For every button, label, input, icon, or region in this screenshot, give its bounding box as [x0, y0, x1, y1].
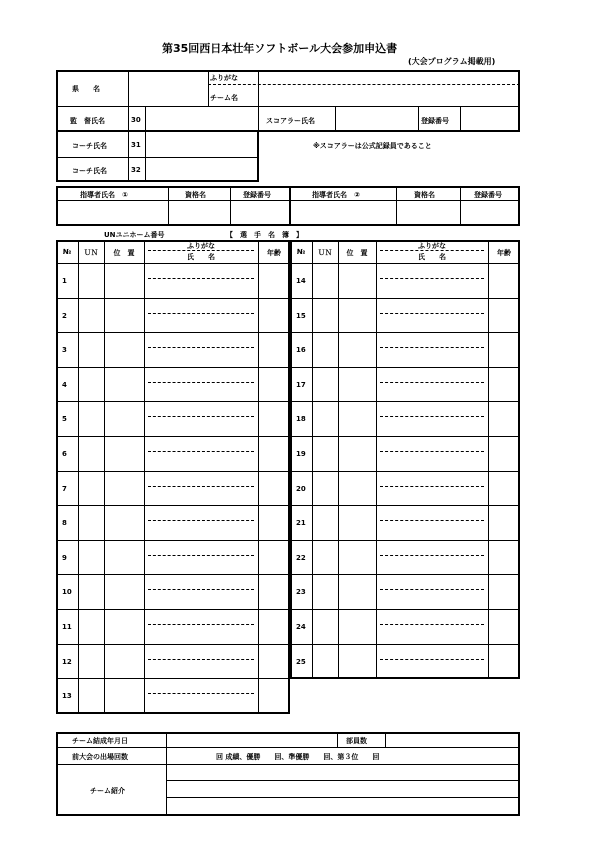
position-field[interactable] — [339, 507, 375, 540]
age-field[interactable] — [489, 507, 519, 540]
player-name-field[interactable] — [377, 557, 487, 574]
position-field[interactable] — [105, 265, 143, 298]
right-row-number: 21 — [296, 519, 306, 528]
player-name-field[interactable] — [145, 661, 257, 678]
leader1-label: 指導者氏名 ① — [80, 191, 128, 199]
age-field[interactable] — [259, 680, 289, 713]
right-row-number: 18 — [296, 415, 306, 424]
age-field[interactable] — [489, 265, 519, 298]
furigana-field[interactable] — [377, 611, 487, 623]
left-row-number: 12 — [62, 657, 72, 666]
furigana-field[interactable] — [145, 369, 257, 381]
furigana-field[interactable] — [145, 680, 257, 692]
prefecture-field[interactable] — [130, 72, 206, 104]
player-name-field[interactable] — [377, 384, 487, 401]
position-field[interactable] — [339, 646, 375, 679]
age-field[interactable] — [259, 403, 289, 436]
player-name-field[interactable] — [145, 557, 257, 574]
position-field[interactable] — [105, 646, 143, 679]
player-name-field[interactable] — [145, 315, 257, 332]
position-field[interactable] — [339, 334, 375, 367]
age-field[interactable] — [259, 611, 289, 644]
age-field[interactable] — [489, 403, 519, 436]
coach1-number: 31 — [131, 141, 141, 149]
right-row-number: 24 — [296, 623, 306, 631]
left-row-number: 8 — [62, 519, 67, 528]
right-row-number: 20 — [296, 484, 306, 493]
player-name-field[interactable] — [145, 522, 257, 539]
hline — [56, 200, 520, 201]
un-field[interactable] — [79, 542, 103, 575]
team-name-field[interactable] — [260, 86, 518, 104]
prefecture-label: 県 名 — [72, 85, 100, 93]
left-row-number: 9 — [62, 553, 67, 562]
un-field[interactable] — [313, 646, 337, 679]
scorer-reg-field[interactable] — [462, 108, 518, 130]
coach1-label: コーチ氏名 — [72, 142, 107, 150]
age-field[interactable] — [259, 334, 289, 367]
right-row-number: 14 — [296, 277, 306, 285]
player-name-field[interactable] — [145, 591, 257, 608]
leader2-reg-label: 登録番号 — [474, 191, 502, 199]
furigana-field[interactable] — [145, 473, 257, 485]
right-row-number: 17 — [296, 380, 306, 389]
position-field[interactable] — [105, 473, 143, 506]
position-field[interactable] — [339, 300, 375, 333]
hline — [56, 157, 259, 158]
team-name-label: チーム名 — [210, 94, 238, 102]
furigana-field[interactable] — [377, 507, 487, 519]
furigana-field[interactable] — [377, 473, 487, 485]
age-field[interactable] — [259, 576, 289, 609]
age-field[interactable] — [259, 265, 289, 298]
scorer-note: ※スコアラーは公式記録員であること — [313, 142, 432, 150]
furigana-field[interactable] — [145, 542, 257, 554]
position-field[interactable] — [105, 576, 143, 609]
furigana-field[interactable] — [377, 403, 487, 415]
un-field[interactable] — [313, 542, 337, 575]
age-field[interactable] — [259, 473, 289, 506]
left-header-age: 年齢 — [267, 249, 281, 257]
player-name-field[interactable] — [145, 626, 257, 643]
age-field[interactable] — [489, 646, 519, 679]
position-field[interactable] — [339, 265, 375, 298]
scorer-name-field[interactable] — [337, 108, 416, 130]
age-field[interactable] — [489, 576, 519, 609]
right-header-un: ＵＮ — [318, 249, 332, 257]
right-header-furigana: ふりがな — [418, 242, 446, 250]
position-field[interactable] — [339, 403, 375, 436]
right-row-number: 19 — [296, 450, 306, 458]
furigana-field[interactable] — [145, 300, 257, 312]
furigana-field[interactable] — [377, 300, 487, 312]
right-row-number: 15 — [296, 311, 306, 320]
furigana-field[interactable] — [377, 542, 487, 554]
un-field[interactable] — [79, 611, 103, 644]
age-field[interactable] — [259, 507, 289, 540]
left-row-number: 10 — [62, 588, 72, 597]
player-name-field[interactable] — [377, 488, 487, 505]
un-field[interactable] — [79, 473, 103, 506]
leader2-name-field[interactable] — [291, 202, 394, 224]
furigana-field[interactable] — [377, 334, 487, 346]
vline — [418, 106, 419, 132]
position-field[interactable] — [105, 438, 143, 471]
right-header-no: № — [296, 248, 306, 256]
right-row-number: 22 — [296, 553, 306, 562]
coach1-name-field[interactable] — [147, 134, 257, 155]
vline — [128, 106, 129, 132]
position-field[interactable] — [105, 369, 143, 402]
un-field[interactable] — [79, 369, 103, 402]
furigana-field[interactable] — [145, 438, 257, 450]
position-field[interactable] — [105, 680, 143, 713]
left-row-number: 11 — [62, 623, 72, 631]
leader2-label: 指導者氏名 ② — [312, 191, 360, 199]
scorer-reg-label: 登録番号 — [421, 117, 449, 125]
vline — [145, 132, 146, 182]
header-divider — [56, 106, 520, 107]
age-field[interactable] — [259, 646, 289, 679]
position-field[interactable] — [105, 611, 143, 644]
un-field[interactable] — [79, 646, 103, 679]
un-field[interactable] — [313, 438, 337, 471]
un-field[interactable] — [79, 334, 103, 367]
coach2-number: 32 — [131, 166, 141, 174]
vline — [258, 70, 259, 106]
player-name-field[interactable] — [377, 626, 487, 643]
left-header-furigana: ふりがな — [187, 242, 215, 250]
intro-label: チーム紹介 — [90, 787, 125, 795]
furigana-divider — [208, 84, 520, 85]
left-header-position: 位 置 — [113, 249, 135, 257]
un-field[interactable] — [79, 300, 103, 333]
left-row-number: 6 — [62, 450, 67, 458]
vline — [385, 732, 386, 747]
player-name-field[interactable] — [377, 661, 487, 678]
age-field[interactable] — [489, 300, 519, 333]
vline — [230, 186, 231, 226]
right-header-position: 位 置 — [346, 249, 368, 257]
past-results-text: 回 成績、優勝 回、準優勝 回、第３位 回 — [216, 753, 380, 761]
vline — [208, 70, 209, 106]
left-row-number: 3 — [62, 346, 67, 355]
hline — [56, 747, 520, 748]
members-field[interactable] — [387, 734, 518, 746]
un-field[interactable] — [313, 334, 337, 367]
position-field[interactable] — [339, 576, 375, 609]
vline — [128, 132, 129, 182]
player-name-field[interactable] — [145, 384, 257, 401]
age-field[interactable] — [259, 542, 289, 575]
player-name-field[interactable] — [377, 418, 487, 435]
un-field[interactable] — [313, 300, 337, 333]
position-field[interactable] — [339, 542, 375, 575]
roster-right — [290, 240, 520, 679]
page-subtitle: (大会プログラム掲載用) — [408, 57, 496, 66]
leader2-qualification-label: 資格名 — [414, 191, 435, 199]
un-field[interactable] — [313, 473, 337, 506]
vline — [166, 732, 167, 816]
player-name-field[interactable] — [377, 522, 487, 539]
furigana-field[interactable] — [377, 369, 487, 381]
age-field[interactable] — [489, 334, 519, 367]
un-field[interactable] — [79, 507, 103, 540]
player-name-field[interactable] — [377, 315, 487, 332]
left-row-number: 7 — [62, 484, 67, 493]
un-field[interactable] — [79, 680, 103, 713]
left-row-number: 13 — [62, 692, 72, 701]
vline — [128, 70, 129, 106]
vline — [460, 186, 461, 226]
members-label: 部員数 — [346, 737, 367, 745]
age-field[interactable] — [489, 438, 519, 471]
player-name-field[interactable] — [145, 349, 257, 366]
furigana-field[interactable] — [377, 265, 487, 277]
founded-field[interactable] — [168, 734, 335, 746]
left-row-number: 5 — [62, 415, 67, 424]
right-row-number: 16 — [296, 346, 306, 355]
player-name-field[interactable] — [377, 453, 487, 470]
leader1-name-field[interactable] — [58, 202, 166, 224]
vline — [460, 106, 461, 132]
furigana-field[interactable] — [145, 576, 257, 588]
player-name-field[interactable] — [145, 695, 257, 712]
left-row-number: 4 — [62, 380, 67, 389]
left-header-un: ＵＮ — [84, 249, 98, 257]
player-name-field[interactable] — [377, 349, 487, 366]
scorer-label: スコアラー氏名 — [266, 117, 315, 125]
vline — [337, 732, 338, 747]
furigana-field[interactable] — [377, 576, 487, 588]
un-field[interactable] — [313, 369, 337, 402]
position-field[interactable] — [105, 334, 143, 367]
age-field[interactable] — [489, 542, 519, 575]
position-field[interactable] — [105, 542, 143, 575]
age-field[interactable] — [259, 438, 289, 471]
furigana-label: ふりがな — [210, 74, 238, 82]
un-field[interactable] — [313, 576, 337, 609]
left-row-number: 1 — [62, 277, 67, 285]
player-name-field[interactable] — [145, 453, 257, 470]
players-caption: 【 選 手 名 簿 】 — [226, 231, 303, 239]
furigana-field[interactable] — [377, 438, 487, 450]
furigana-field[interactable] — [145, 265, 257, 277]
player-name-field[interactable] — [145, 280, 257, 297]
coach2-label: コーチ氏名 — [72, 167, 107, 175]
director-number: 30 — [131, 116, 141, 124]
un-field[interactable] — [313, 611, 337, 644]
position-field[interactable] — [339, 369, 375, 402]
position-field[interactable] — [105, 300, 143, 333]
player-name-field[interactable] — [145, 418, 257, 435]
left-row-number: 2 — [62, 311, 67, 320]
age-field[interactable] — [489, 473, 519, 506]
founded-label: チーム結成年月日 — [72, 737, 128, 745]
age-field[interactable] — [259, 369, 289, 402]
un-field[interactable] — [313, 403, 337, 436]
age-field[interactable] — [489, 611, 519, 644]
director-name-field[interactable] — [147, 108, 256, 130]
age-field[interactable] — [489, 369, 519, 402]
intro-field[interactable] — [168, 766, 518, 814]
furigana-field[interactable] — [145, 507, 257, 519]
vline — [168, 186, 169, 226]
page-title: 第35回西日本壮年ソフトボール大会参加申込書 — [162, 42, 398, 55]
un-field[interactable] — [313, 507, 337, 540]
hline — [56, 764, 520, 765]
vline — [145, 106, 146, 132]
un-field[interactable] — [79, 438, 103, 471]
coach2-name-field[interactable] — [147, 159, 257, 180]
left-header-no: № — [62, 248, 72, 256]
position-field[interactable] — [339, 438, 375, 471]
right-header-age: 年齢 — [497, 249, 511, 257]
position-field[interactable] — [339, 611, 375, 644]
player-name-field[interactable] — [377, 280, 487, 297]
position-field[interactable] — [105, 403, 143, 436]
vline — [258, 106, 259, 132]
furigana-field[interactable] — [377, 646, 487, 658]
furigana-field[interactable] — [145, 646, 257, 658]
position-field[interactable] — [105, 507, 143, 540]
right-header-name: 氏 名 — [418, 253, 446, 261]
left-header-name: 氏 名 — [187, 253, 215, 261]
director-label: 監 督氏名 — [70, 117, 105, 125]
un-field[interactable] — [313, 265, 337, 298]
vline — [335, 106, 336, 132]
player-name-field[interactable] — [377, 591, 487, 608]
roster-left — [56, 240, 290, 714]
past-label: 前大会の出場回数 — [72, 753, 128, 761]
furigana-field[interactable] — [145, 403, 257, 415]
right-row-number: 25 — [296, 657, 306, 666]
un-field[interactable] — [79, 403, 103, 436]
furigana-field[interactable] — [145, 611, 257, 623]
un-field[interactable] — [79, 265, 103, 298]
un-caption: UNユニホーム番号 — [104, 231, 165, 239]
position-field[interactable] — [339, 473, 375, 506]
leader1-reg-label: 登録番号 — [243, 191, 271, 199]
player-name-field[interactable] — [145, 488, 257, 505]
vline — [396, 186, 397, 226]
leader1-qualification-label: 資格名 — [185, 191, 206, 199]
right-row-number: 23 — [296, 588, 306, 597]
un-field[interactable] — [79, 576, 103, 609]
age-field[interactable] — [259, 300, 289, 333]
furigana-field[interactable] — [145, 334, 257, 346]
